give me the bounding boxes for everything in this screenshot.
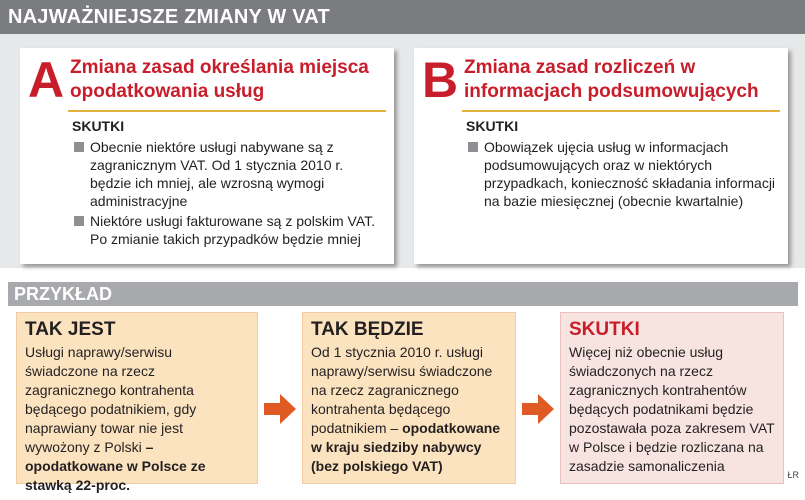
- example-body: Więcej niż obecnie usług świadczonych na rzecz zagranicznych kontrahentów będących podatnikami będzie pozostawała poza zakresem VAT w Polsce i będzie rozliczana na zasadzie samonaliczenia: [569, 344, 775, 474]
- heading-divider: [68, 110, 386, 112]
- example-header: PRZYKŁAD: [8, 282, 798, 306]
- list-item: [72, 212, 384, 248]
- changes-section: [0, 34, 805, 268]
- square-bullet-icon: [468, 142, 478, 152]
- example-text: [311, 343, 507, 476]
- heading-divider: [462, 110, 780, 112]
- square-bullet-icon: [74, 142, 84, 152]
- effects-label: SKUTKI: [466, 118, 519, 134]
- list-item: [72, 138, 384, 210]
- effects-list: [466, 138, 778, 212]
- example-text: [569, 343, 775, 476]
- arrow-right-icon: [264, 394, 296, 424]
- example-future: [302, 312, 516, 484]
- square-bullet-icon: [74, 216, 84, 226]
- change-card-a: [20, 48, 394, 264]
- change-card-b: [414, 48, 788, 264]
- example-title: SKUTKI: [569, 319, 640, 340]
- list-item-text: Obowiązek ujęcia usług w informacjach podsumowujących oraz w niektórych przypadkach, konieczność składania informacji na bazie miesięcznej (obecnie kwartalnie): [484, 139, 776, 209]
- card-letter: A: [28, 52, 65, 108]
- card-heading: Zmiana zasad określania miejsca opodatkowania usług: [70, 57, 369, 102]
- example-emphasis: – opodatkowane w Polsce ze stawką 22-proc.: [25, 439, 206, 493]
- example-title: TAK JEST: [25, 319, 116, 340]
- card-letter: B: [422, 52, 459, 108]
- author-credit: ŁR: [787, 470, 799, 480]
- example-effects: [560, 312, 784, 484]
- card-heading: Zmiana zasad rozliczeń w informacjach podsumowujących: [464, 57, 759, 102]
- example-body: Od 1 stycznia 2010 r. usługi naprawy/serwisu świadczone na rzecz zagranicznego kontrahenta będącego podatnikiem –: [311, 344, 493, 436]
- arrow-right-icon: [522, 394, 554, 424]
- example-title: TAK BĘDZIE: [311, 319, 424, 340]
- effects-label: SKUTKI: [72, 118, 125, 134]
- page-title: NAJWAŻNIEJSZE ZMIANY W VAT: [0, 0, 805, 34]
- list-item-text: Niektóre usługi fakturowane są z polskim VAT. Po zmianie takich przypadków będzie mniej: [90, 213, 376, 247]
- example-body: Usługi naprawy/serwisu świadczone na rzecz zagranicznego kontrahenta będącego podatnikiem, gdy naprawiany towar nie jest wywożony z Polski: [25, 344, 197, 455]
- example-emphasis: opodatkowane w kraju siedziby nabywcy (bez polskiego VAT): [311, 420, 501, 474]
- list-item: [466, 138, 778, 210]
- list-item-text: Obecnie niektóre usługi nabywane są z zagranicznym VAT. Od 1 stycznia 2010 r. będzie ich mniej, ale wzrosną wymogi administracyjne: [90, 139, 344, 209]
- effects-list: [72, 138, 384, 250]
- example-current: [16, 312, 258, 493]
- example-text: [25, 343, 249, 495]
